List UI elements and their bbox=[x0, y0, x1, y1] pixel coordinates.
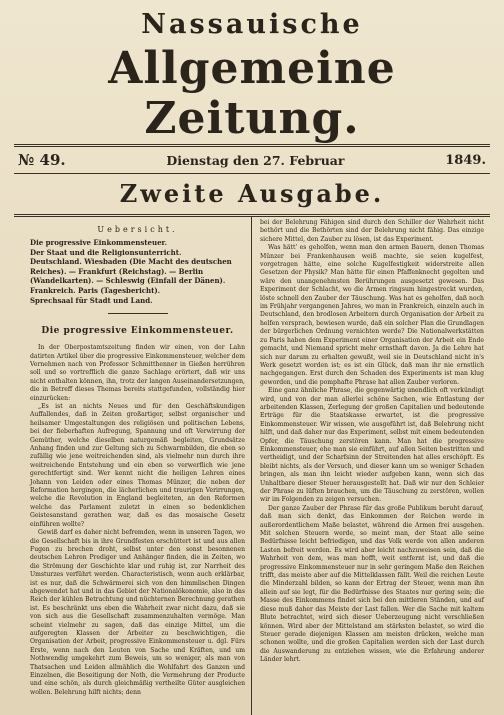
masthead-title: Allgemeine Zeitung. bbox=[108, 43, 396, 144]
dateline bbox=[14, 147, 490, 173]
overview-item: Der Staat und die Religionsunterricht. bbox=[30, 247, 182, 257]
right-column bbox=[252, 217, 490, 715]
paragraph: Eine ganz ähnliche Phrase, die gegenwärtig unendlich oft verkündigt wird, und von der man allerlei schöne Sachen, wie Entlastung der arbeitenden Klassen, Zerlegung der großen Capitalien und bedeutende Erträge für die Staatskasse erwartet, ist die progressive Einkommensteuer. Wir wissen, wie ausgeführt ist, daß Belehrung nicht hilft, und daß daher nur das Experiment, selbst mit einem bedeutenden Opfer, die Täuschung zerstören kann. Man hat die progressive Einkommensteuer, ehe man sie einführt, auf allen Seiten bestritten und vertheidigt, und der Scharfsinn der Streitenden hat alles erschöpft. Es bleibt nichts, als der Versuch, und dieser kann um so weniger Schaden bringen, als man ihn leicht wieder aufgeben kann, wenn sich das Unhaltbare dieser Steuer herausgestellt hat. Daß wir nur den Schleier der Phrase zu lüften brauchen, um die Täuschung zu zerstören, wollen wir im Folgenden zu zeigen versuchen. bbox=[260, 387, 484, 504]
overview-heading: Uebersicht. bbox=[97, 225, 178, 234]
paragraph: Was hätt' es geholfen, wenn man den armen Bauern, denen Thomas Münzer bei Frankenhausen weiß machte, sie seien kugelfest, vorgetragen hätte, eine solche Kugelfestigkeit widerstreite allen Gesetzen der Physik? Man hätte für einen Pfaffenknecht gegolten und wäre den unangenehmsten Berührungen ausgesetzt gewesen. Das Experiment der Schlacht, wo die Armen ringsum hingestreckt wurden, löste schnell den Zauber der Täuschung. Was hat es geholfen, daß noch im Frühjahr vergangenen Jahres, wo man in Frankreich, einzeln auch in Deutschland, den brodlosen Arbeitern durch Organisation der Arbeit zu helfen versprach, bewiesen wurde, daß ein solcher Plan die Grundlagen der bürgerlichen Ordnung vernichten werde? Die Nationalwerkstätten zu Paris haben dem Experiment einer Organisation der Arbeit ein Ende gemacht, und Niemand spricht mehr ernsthaft davon. Ja die Lehre hat sich nur darum zu erhalten gewußt, weil sie in Deutschland nicht in's Werk gesetzt worden ist; es ist ein Glück, daß man ihr nie ernstlich nachgegangen. Erst durch den Schaden des Experiments ist man klug geworden, und die pomphafte Phrase hat allen Zauber verloren. bbox=[260, 244, 484, 386]
masthead-line-1: Nassauische bbox=[141, 9, 363, 40]
overview-item: Frankreich. Paris (Tagesbericht). bbox=[30, 285, 161, 295]
paragraph: Gewiß darf es daher nicht befremden, wenn in unseren Tagen, wo die Gesellschaft bis in ihre Grundfesten erschüttert ist und aus allen Fugen zu brechen droht, selbst unter den sonst besonnenen deutschen Lehren Prediger und Anhänger finden, die in Zeiten, wo die Strömung der Geschichte klar und ruhig ist, zur Narrheit des Umsturzes verführt werden. Characteristisch, wenn auch erklärbar, ist es nur, daß die Schwärmerei sich von den himmlischen Dingen abgewendet hat und in das Gebiet der Nationalökonomie, also in das Reich der kühlen Betrachtung und nüchternen Berechnung gerathen ist. Es beschränkt uns eben die Wahrheit zwar nicht dazu, daß sie von sich aus die Gesellschaft zusammenzuhalten vermöge. Man scheint vielmehr zu sagen, daß das einzige Mittel, um die aufgeregten Klassen der Arbeiter zu beschwichtigen, die Organisation der Arbeit, progressive Einkommensteuer u. dgl. Fürs Erste, wenn nach den Leuten von Sache und Kräften, und um Nothwendig umgekehrt zum Beweis, um so weniger, als man von Thatsachen und Leiden allmählich die Wohlfahrt des Ganzen und Einzelnen, die Beseitigung der Noth, die Vermehrung der Producte und eine schön, als durch gleichmäßig vertheilte Güter ausgleichen wollen. Belehrung hilft nichts; denn bbox=[30, 529, 245, 696]
overview-item: Sprechsaal für Stadt und Land. bbox=[30, 295, 153, 305]
issue-number: № 49. bbox=[18, 151, 66, 169]
left-column bbox=[14, 217, 252, 715]
article-columns bbox=[14, 217, 490, 715]
article-title: Die progressive Einkommensteuer. bbox=[41, 326, 234, 337]
section-divider bbox=[108, 313, 168, 314]
overview-item: Die progressive Einkommensteuer. bbox=[30, 238, 168, 247]
edition-heading: Zweite Ausgabe. bbox=[119, 179, 385, 208]
paragraph: „Es ist an nichts Neues und für den Geschäftskundigen Auffallendes, daß in Zeiten großartiger, selbst organischer und heilsamer Umgestaltungen des religiösen und politischen Lebens, bei der fieberhaften Aufregung, Spannung und oft Verwirrung der Gemüther, welche dieselben naturgemäß begleiten, Grundsätze Anhang finden und zur Geltung sich zu Schwarmbilden, die eben so zufällig wie jene weitreichenden sind, als vielmehr nun durch ihre weitreichende Entstehung und ein eben so verwerflich wie jene gerechtfertigt sind. Wer kennt nicht die heiligen Lehren eines Johann von Leiden oder eines Thomas Münzer, die neben der Reformation hergingen, die lächerlichen und traurigen Verirrungen, welche die Revolution in England begleiteten, an den Reformen welche das Parlament zuletzt in einen so bedenklichen Geistesanstand gerathen war, daß es das mosaische Gesetz einführen wollte? bbox=[30, 403, 245, 528]
overview-item: Deutschland. Wiesbaden (Die Macht des deutschen Reiches). — Frankfurt (Reichstag). — Berlin (Wandelkarten). — Schleswig (Einfall der Dänen). bbox=[30, 257, 232, 286]
paragraph: Der ganze Zauber der Phrase für das große Publikum beruht darauf, daß man sich denkt, das Einkommen der Reichen werde in außerordentlichem Maße belastet, während die Armen frei ausgehen. Mit solchen Steuern werde, so meint man, der Staat alle seine Bedürfnisse leicht befriedigen, und das Volk werde von allen anderen Lasten befreit werden. Es wird aber leicht nachzuweisen sein, daß die Wahrheit von dem, was man hofft, weit entfernt ist, und daß die progressive Einkommensteuer nur in sehr geringem Maße den Reichen trifft, das meiste aber auf die Mittelklassen fällt. Weil die reichen Leute die Minderzahl bilden, so kann der Ertrag der Steuer, wenn man ihn allein auf sie legt, für die Bedürfnisse des Staates nur gering sein; die Masse des Einkommens findet sich bei den mittleren Ständen, und auf diese muß daher das Meiste der Last fallen. Wer die Sache mit kaltem Blute betrachtet, wird sich dieser Ueberzeugung nicht verschließen können. Wird aber der Mittelstand am stärksten belastet, so wird die Steuer gerade diejenigen Klassen am meisten drücken, welche man schonen wollte, und die großen Capitalien werden sich der Last durch die Auswanderung zu entziehen wissen, wie die Erfahrung anderer Länder lehrt. bbox=[260, 504, 484, 664]
paragraph: In der Oberpostamtszeitung finden wir einen, von der Lahn datirten Artikel über die progressive Einkommensteuer, welcher dem Vernehmen nach von Professor Schmitthenner in Gießen herrühren soll und so vortrefflich die ganze Sachlage erörtert, daß wir uns nicht enthalten können, ihn, trotz der langen Auseinandersetzungen, die in Betreff dieses Themas bereits stattgefunden, vollständig hier einzurücken: bbox=[30, 344, 245, 402]
issue-year: 1849. bbox=[445, 152, 486, 168]
issue-date: Dienstag den 27. Februar bbox=[166, 152, 345, 168]
paragraph: bei der Belehrung Fähigen sind durch den Schiller der Wahrheit nicht bethört und die Bethörten sind der Belehrung nicht fähig. Das einzige sichere Mittel, den Zauber zu lösen, ist das Experiment. bbox=[260, 219, 484, 243]
